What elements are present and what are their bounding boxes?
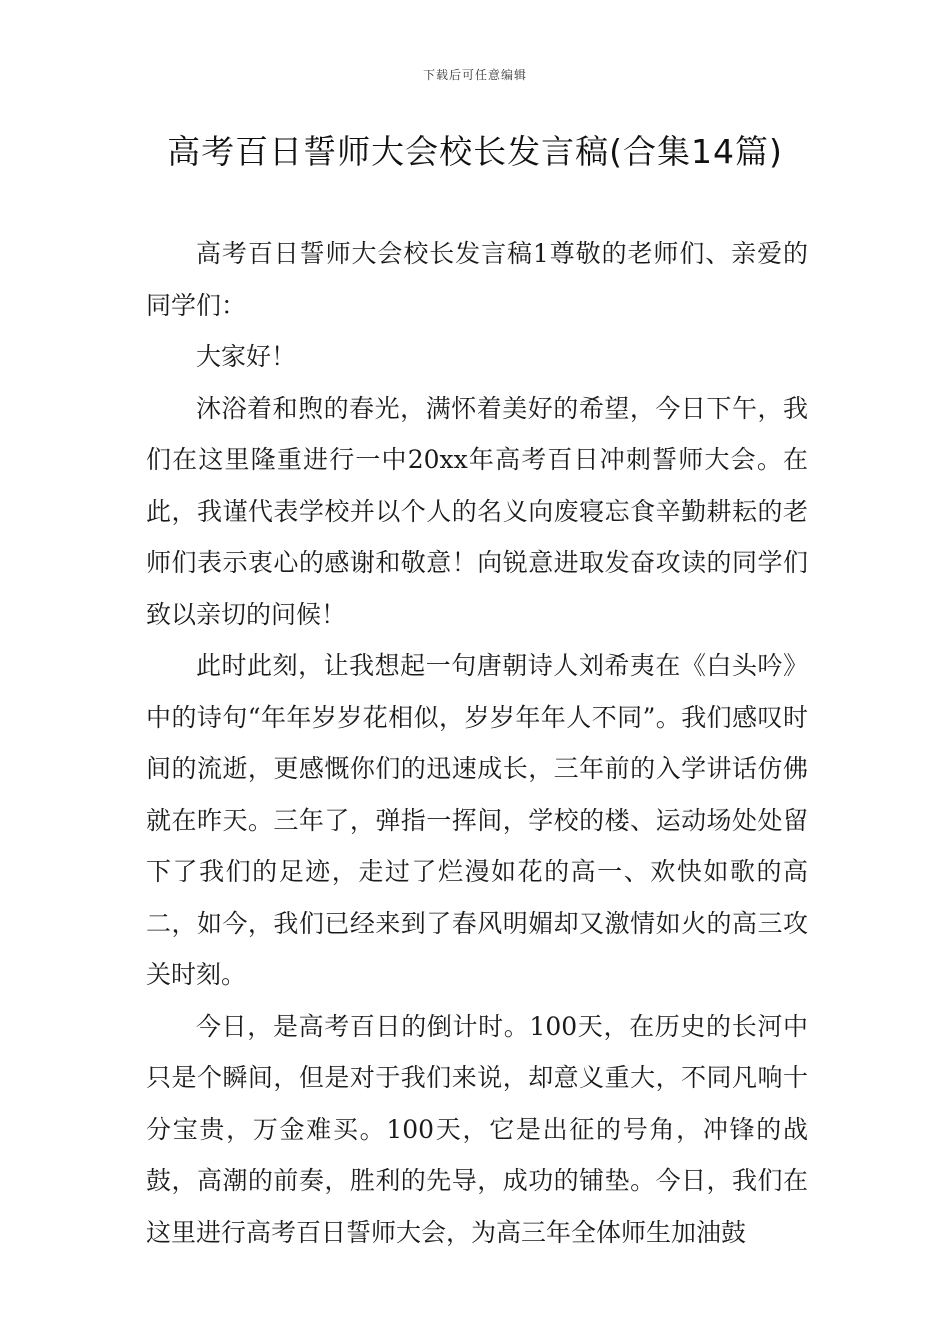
document-title: 高考百日誓师大会校长发言稿(合集14篇) — [167, 132, 783, 171]
paragraph: 今日，是高考百日的倒计时。100天，在历史的长河中只是个瞬间，但是对于我们来说，却意义重大，不同凡响十分宝贵，万金难买。100天，它是出征的号角，冲锋的战鼓，高潮的前奏，胜利的先导，成功的铺垫。今日，我们在这里进行高考百日誓师大会，为高三年全体师生加油鼓 — [146, 1011, 808, 1247]
paragraph: 此时此刻，让我想起一句唐朝诗人刘希夷在《白头吟》中的诗句“年年岁岁花相似，岁岁年年人不同”。我们感叹时间的流逝，更感慨你们的迅速成长，三年前的入学讲话仿佛就在昨天。三年了，弹指一挥间，学校的楼、运动场处处留下了我们的足迹，走过了烂漫如花的高一、欢快如歌的高二，如今，我们已经来到了春风明媚却又激情如火的高三攻关时刻。 — [146, 651, 808, 989]
document-body — [146, 228, 808, 1258]
paragraph: 沐浴着和煦的春光，满怀着美好的希望，今日下午，我们在这里隆重进行一中20xx年高考百日冲刺誓师大会。在此，我谨代表学校并以个人的名义向废寝忘食辛勤耕耘的老师们表示衷心的感谢和敬意！向锐意进取发奋攻读的同学们致以亲切的问候！ — [146, 393, 808, 629]
paragraph: 高考百日誓师大会校长发言稿1尊敬的老师们、亲爱的同学们： — [146, 239, 808, 320]
header-note: 下载后可任意编辑 — [422, 68, 527, 82]
paragraph: 大家好！ — [196, 342, 297, 371]
